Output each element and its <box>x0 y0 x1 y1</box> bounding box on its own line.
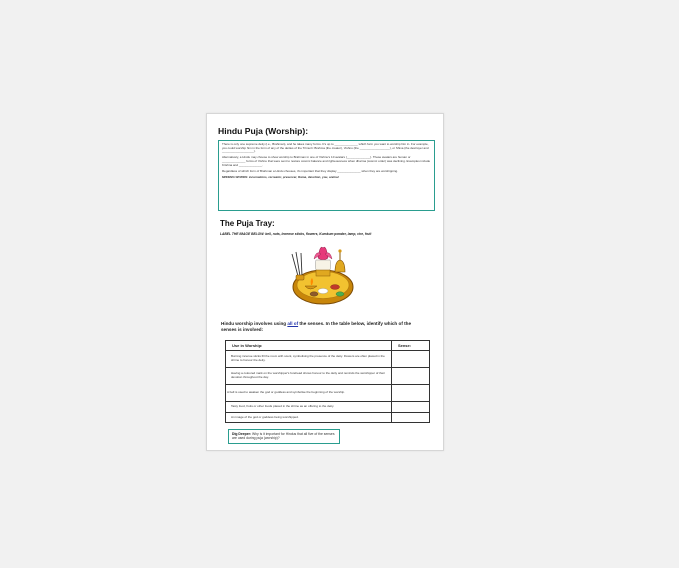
sense-cell[interactable] <box>391 385 429 402</box>
missing-words: MISSING WORDS: incarnations, recreator, preserver, Rama, devotion, you, animal <box>222 174 339 179</box>
senses-question <box>221 321 421 333</box>
sense-cell[interactable] <box>391 351 429 368</box>
kalash-pot-icon <box>315 260 331 276</box>
flower-icon <box>314 247 332 260</box>
header-use: Use in Worship: <box>226 341 392 351</box>
use-cell: A bell is used to awaken the god or goddess and symbolise the beginning of the worship. <box>226 385 392 402</box>
intro-paragraph-2: Alternatively, a Hindu may choose to show worship to Brahman in one of Vishnu's 10 avatars (______________). These avatars are human or ______________ forms of Vishnu that were sent to restore cosmic balance and righteousness when dharma (cosmic order) was declining. Examples include Krishna and ______________. <box>222 155 431 167</box>
header-sense: Sense: <box>391 341 429 351</box>
table-row <box>226 413 430 423</box>
table-row <box>226 351 430 368</box>
senses-table <box>225 340 430 423</box>
intro-paragraph-1: There is only one supreme deity (i.e., Brahman), and he takes many forms. It's up to ______________ which form you want to worship him in. For example, you could worship him in the form of any of the deities of the Trimurti: Brahma (the creator), Vishnu (the __________________), or Shiva (the destroyer and ___________________). <box>222 142 429 154</box>
dig-deeper-box <box>228 429 340 444</box>
nuts-bowl-icon <box>310 292 318 296</box>
rice-bowl-icon <box>318 288 328 293</box>
kumkum-bowl-icon <box>331 285 340 290</box>
use-cell: Tasty food, fruits or other foods placed in the shrine as an offering to the deity. <box>226 402 392 413</box>
intro-box <box>218 140 435 211</box>
intro-paragraph-3: Regardless of which form of Brahman a Hindu chooses, it's important that they display ______________ when they are worshipping. <box>222 168 399 173</box>
puja-tray-illustration <box>290 242 356 308</box>
bell-icon <box>335 249 345 272</box>
dig-deeper-text: Why is it important for Hindus that all five of the senses are used during puja (worship)? <box>232 432 335 441</box>
page-title: Hindu Puja (Worship): <box>218 126 309 136</box>
senses-question-start: Hindu worship involves using <box>221 321 288 326</box>
dig-deeper-label: Dig Deeper: <box>232 432 252 436</box>
label-instruction: LABEL THE IMAGE BELOW: bell, nuts, Incense sticks, flowers, Kumkum powder, lamp, rice, fruit <box>220 232 372 236</box>
table-header-row <box>226 341 430 351</box>
use-cell: An image of the god or goddess being worshipped. <box>226 413 392 423</box>
table-row <box>226 402 430 413</box>
use-cell: Burning incense sticks fill the room with scent, symbolising the presence of the deity. Flowers are often placed in the shrine to honour the deity. <box>226 351 392 368</box>
sense-cell[interactable] <box>391 413 429 423</box>
section-title: The Puja Tray: <box>220 219 275 228</box>
fruit-bowl-icon <box>336 292 344 296</box>
senses-question-highlight: all of <box>287 321 299 326</box>
senses-question-end: the senses. In the table below, identify which of the senses is involved: <box>221 321 412 332</box>
worksheet-page <box>206 113 444 451</box>
use-cell: Having a coloured mark on the worshipper's forehead shows honour to the deity and reminds the worshipper of their devotion throughout the day. <box>226 368 392 385</box>
sense-cell[interactable] <box>391 402 429 413</box>
incense-sticks-icon <box>292 252 304 280</box>
sense-cell[interactable] <box>391 368 429 385</box>
table-row <box>226 385 430 402</box>
table-row <box>226 368 430 385</box>
